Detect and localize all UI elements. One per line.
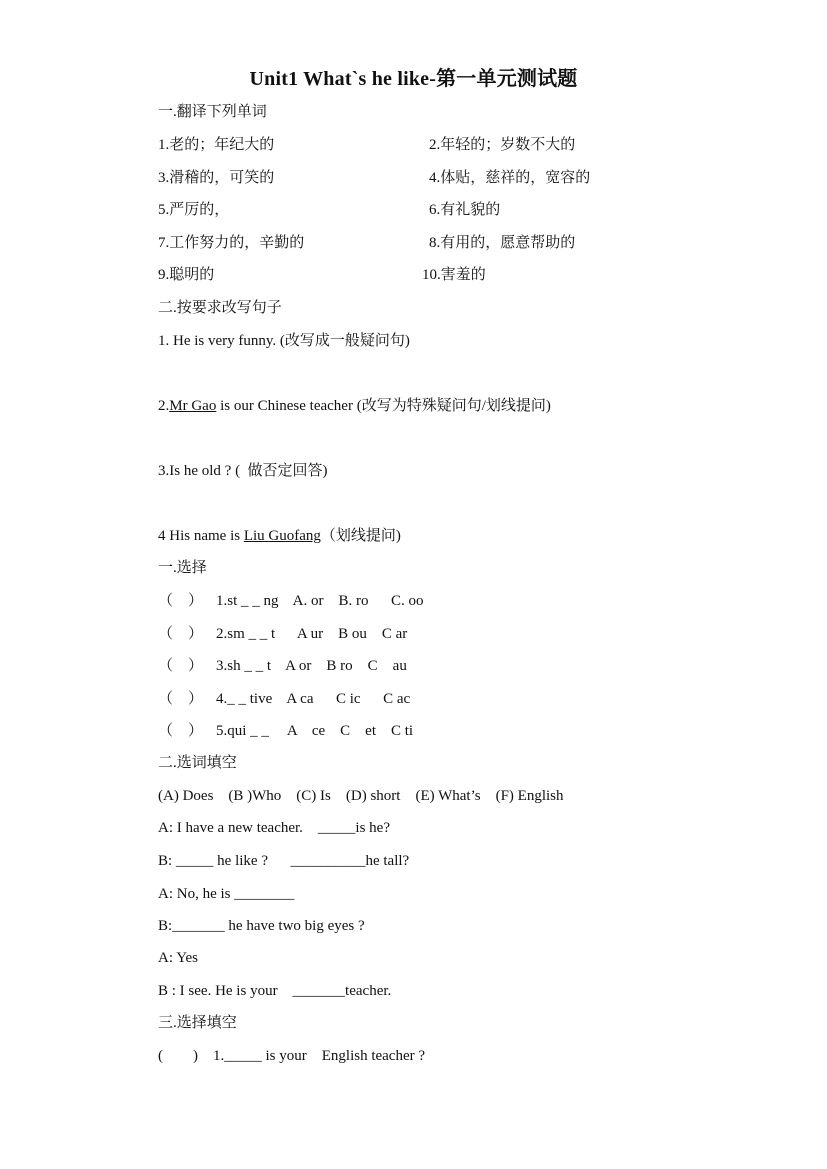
dialogue-line-1: A: I have a new teacher. _____is he? (158, 820, 390, 836)
rewrite-question-2 (158, 396, 551, 416)
choice-text: 1.st _ _ ng A. or B. ro C. oo (216, 593, 424, 609)
translate-item-5: 5.严厉的， (158, 202, 230, 218)
dialogue-line-4: B:_______ he have two big eyes ? (158, 918, 365, 934)
answer-paren: （ ） (158, 593, 204, 609)
q4-rest: （划线提问) (320, 528, 401, 544)
choice-text: 2.sm _ _ t A ur B ou C ar (216, 626, 408, 642)
choice-item-3 (158, 656, 407, 676)
section5-heading: 三.选择填空 (158, 1015, 237, 1031)
choice-item-1 (158, 591, 424, 611)
dialogue-line-2: B: _____ he like ? __________he tall? (158, 853, 410, 869)
section2-heading: 二.按要求改写句子 (158, 300, 282, 316)
rewrite-question-1: 1. He is very funny. (改写成一般疑问句) (158, 333, 410, 349)
dialogue-line-5: A: Yes (158, 950, 199, 966)
rewrite-question-4 (158, 526, 401, 546)
dialogue-line-3: A: No, he is ________ (158, 886, 295, 902)
translate-item-2: 2.年轻的；岁数不大的 (429, 137, 576, 153)
word-options: (A) Does (B )Who (C) Is (D) short (E) What’s (F) English (158, 788, 564, 804)
translate-item-6: 6.有礼貌的 (429, 202, 501, 218)
translate-item-7: 7.工作努力的，辛勤的 (158, 235, 305, 251)
section3-heading: 一.选择 (158, 560, 207, 576)
translate-item-4: 4.体贴，慈祥的，宽容的 (429, 170, 591, 186)
section4-heading: 二.选词填空 (158, 755, 237, 771)
translate-item-10: 10.害羞的 (422, 267, 486, 283)
choice-text: 4._ _ tive A ca C ic C ac (216, 691, 411, 707)
dialogue-line-6: B : I see. He is your _______teacher. (158, 983, 392, 999)
choice-item-2 (158, 624, 407, 644)
q2-prefix: 2. (158, 398, 170, 414)
choice-text: 3.sh _ _ t A or B ro C au (216, 658, 407, 674)
translate-item-1: 1.老的；年纪大的 (158, 137, 275, 153)
translate-item-8: 8.有用的，愿意帮助的 (429, 235, 576, 251)
q2-underlined: Mr Gao (169, 398, 217, 414)
choice-item-5 (158, 721, 413, 741)
choice-item-4 (158, 689, 410, 709)
translate-item-9: 9.聪明的 (158, 267, 215, 283)
answer-paren: （ ） (158, 723, 204, 739)
answer-paren: （ ） (158, 658, 204, 674)
choice-text: 5.qui _ _ A ce C et C ti (216, 723, 414, 739)
q4-prefix: 4 His name is (158, 528, 244, 544)
answer-paren: （ ） (158, 626, 204, 642)
fill-choice-question-1: ( ) 1._____ is your English teacher ? (158, 1048, 426, 1064)
document-title: Unit1 What`s he like-第一单元测试题 (249, 68, 578, 90)
q4-underlined: Liu Guofang (243, 528, 321, 544)
answer-paren: （ ） (158, 691, 204, 707)
q2-rest: is our Chinese teacher (改写为特殊疑问句/划线提问) (216, 398, 551, 414)
section1-heading: 一.翻译下列单词 (158, 104, 267, 120)
translate-item-3: 3.滑稽的，可笑的 (158, 170, 275, 186)
rewrite-question-3: 3.Is he old ? ( 做否定回答) (158, 463, 328, 479)
